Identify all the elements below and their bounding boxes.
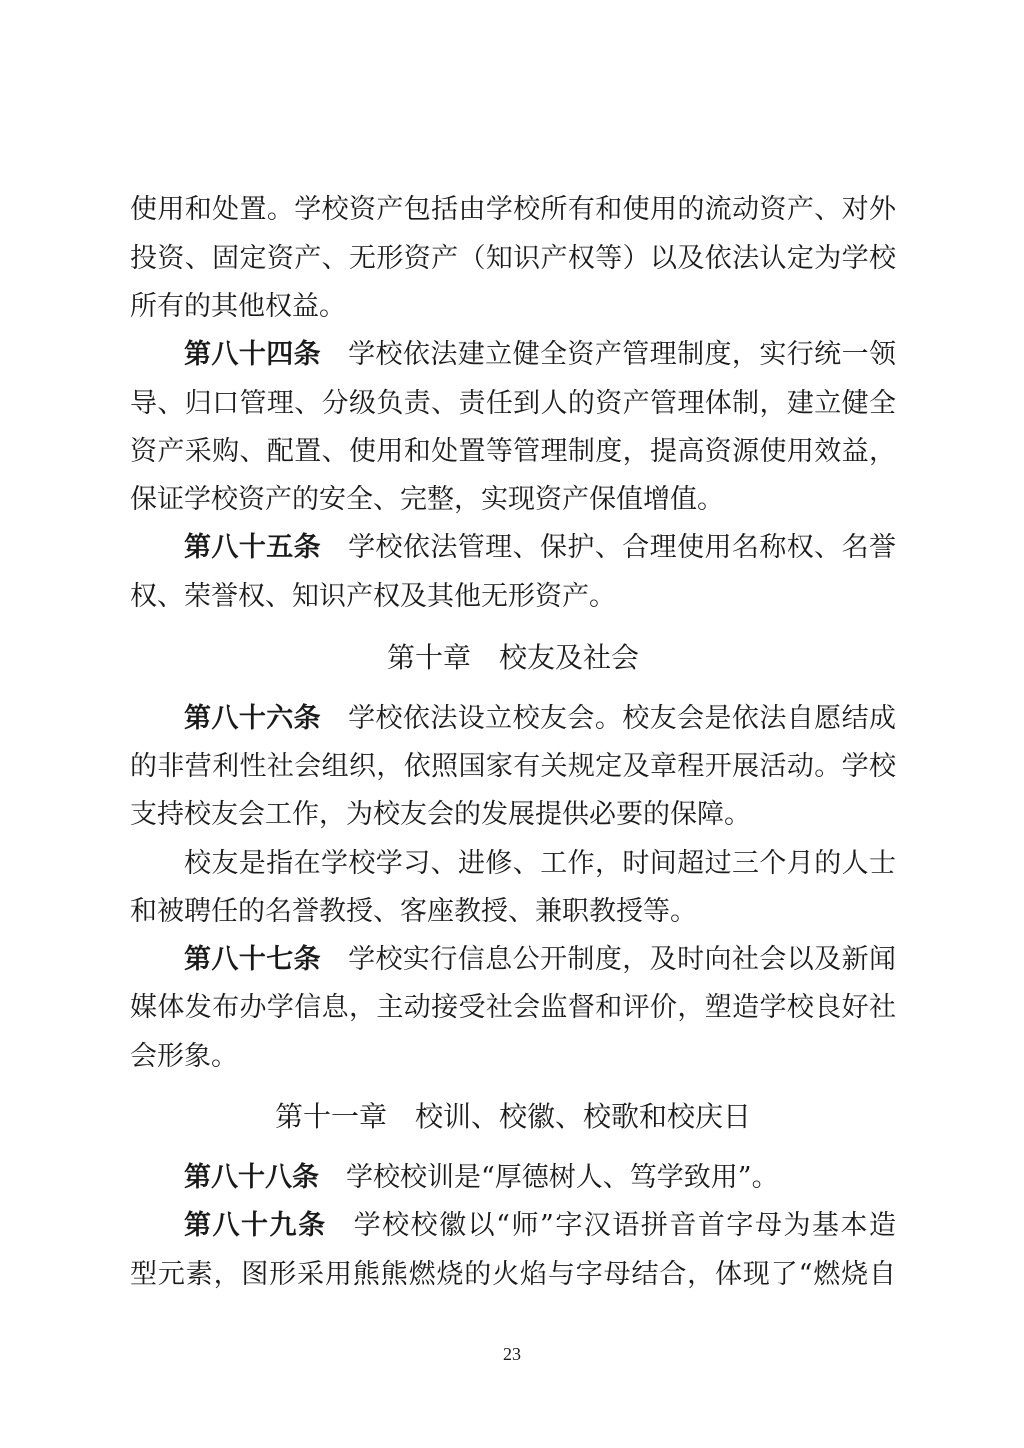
text-line: 权、荣誉权、知识产权及其他无形资产。 xyxy=(130,581,616,612)
chapter-title: 校友及社会 xyxy=(499,641,640,674)
text-line: 资产采购、配置、使用和处置等管理制度，提高资源使用效益， xyxy=(130,436,896,467)
article-86-line xyxy=(184,701,896,737)
article-89-label: 第八十九条 xyxy=(184,1210,327,1241)
article-89-line xyxy=(184,1208,896,1244)
text-line: 使用和处置。学校资产包括由学校所有和使用的流动资产、对外 xyxy=(130,194,896,225)
text-line: 会形象。 xyxy=(130,1041,238,1072)
article-text: 学校实行信息公开制度，及时向社会以及新闻 xyxy=(348,944,897,975)
article-text: 学校依法建立健全资产管理制度，实行统一领 xyxy=(348,339,897,370)
text-line: 所有的其他权益。 xyxy=(130,291,346,322)
text-line: 校友是指在学校学习、进修、工作，时间超过三个月的人士 xyxy=(184,848,896,879)
article-84-line xyxy=(184,337,896,373)
article-85-line xyxy=(184,530,896,566)
text-line: 导、归口管理、分级负责、责任到人的资产管理体制，建立健全 xyxy=(130,388,896,419)
article-text: 学校依法管理、保护、合理使用名称权、名誉 xyxy=(348,532,897,563)
chapter-number: 第十章 xyxy=(386,641,471,674)
chapter-number: 第十一章 xyxy=(274,1100,387,1133)
article-86-label: 第八十六条 xyxy=(184,703,322,734)
text-line: 的非营利性社会组织，依照国家有关规定及章程开展活动。学校 xyxy=(130,751,896,782)
article-85-label: 第八十五条 xyxy=(184,532,322,563)
article-87-line xyxy=(184,942,896,978)
article-84-label: 第八十四条 xyxy=(184,339,322,370)
chapter-10-heading xyxy=(130,640,896,676)
article-88-line xyxy=(184,1160,896,1196)
article-87-label: 第八十七条 xyxy=(184,944,322,975)
text-line: 媒体发布办学信息，主动接受社会监督和评价，塑造学校良好社 xyxy=(130,992,896,1023)
article-text: 学校校训是“厚德树人、笃学致用”。 xyxy=(346,1162,779,1193)
text-line: 投资、固定资产、无形资产（知识产权等）以及依法认定为学校 xyxy=(130,243,896,274)
text-line: 型元素，图形采用熊熊燃烧的火焰与字母结合，体现了“燃烧自 xyxy=(130,1259,896,1290)
article-text: 学校校徽以“师”字汉语拼音首字母为基本造 xyxy=(353,1210,897,1241)
article-text: 学校依法设立校友会。校友会是依法自愿结成 xyxy=(348,703,897,734)
article-88-label: 第八十八条 xyxy=(184,1162,319,1193)
page-number: 23 xyxy=(503,1344,521,1364)
text-line: 和被聘任的名誉教授、客座教授、兼职教授等。 xyxy=(130,896,697,927)
chapter-title: 校训、校徽、校歌和校庆日 xyxy=(415,1100,752,1133)
text-line: 保证学校资产的安全、完整，实现资产保值增值。 xyxy=(130,484,724,515)
text-line: 支持校友会工作，为校友会的发展提供必要的保障。 xyxy=(130,799,751,830)
chapter-11-heading xyxy=(130,1099,896,1135)
